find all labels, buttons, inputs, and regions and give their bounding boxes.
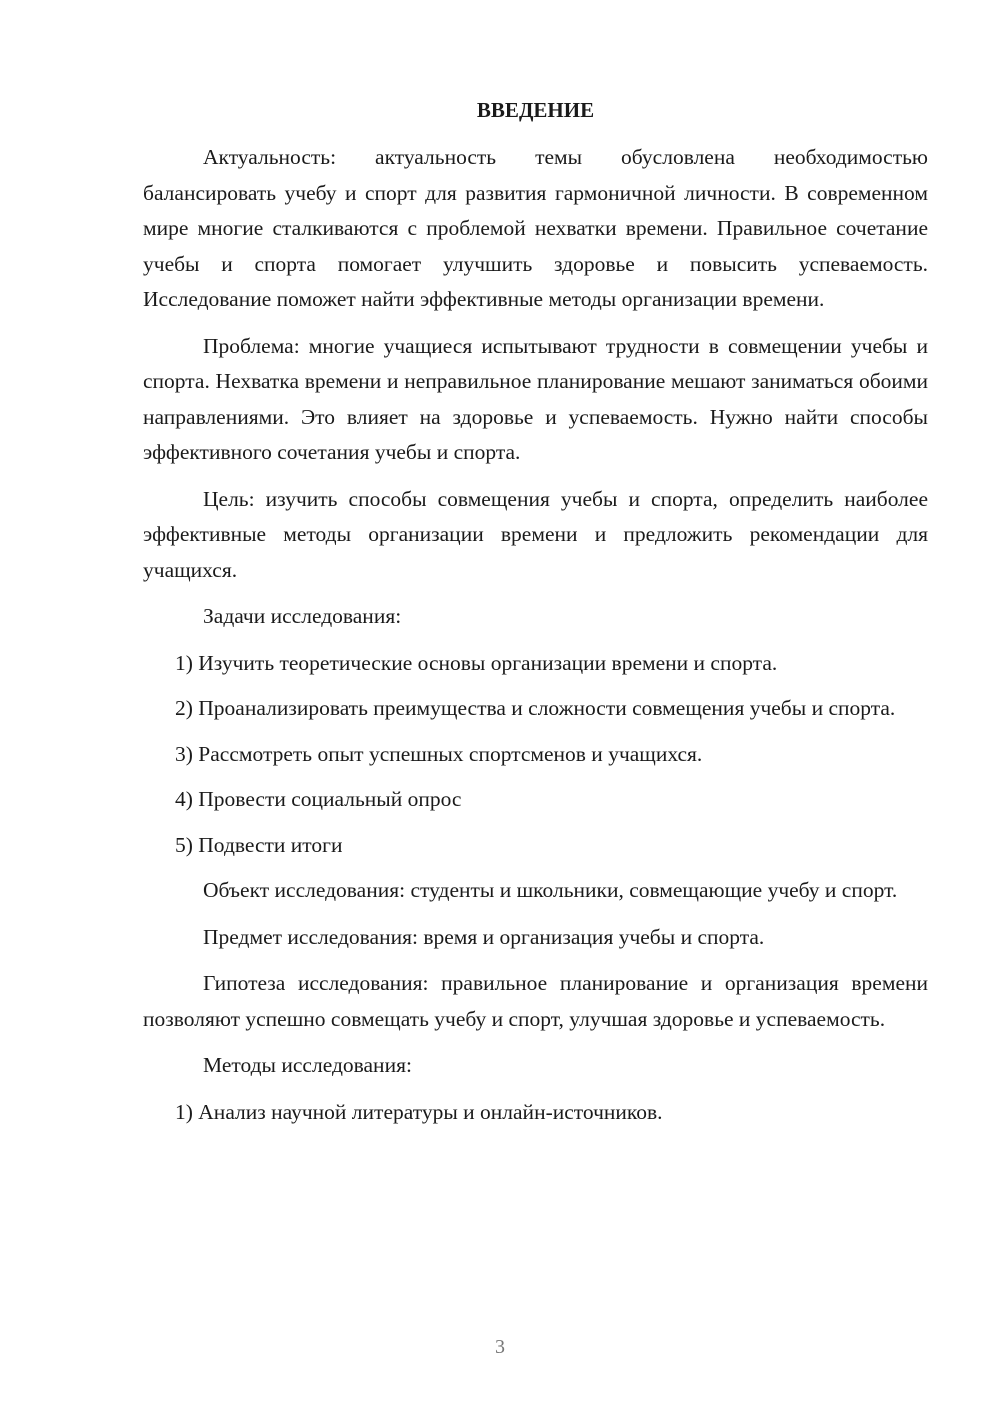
method-item: 1) Анализ научной литературы и онлайн-источников. [175, 1099, 663, 1124]
paragraph-hypothesis: Гипотеза исследования: правильное планирование и организация времени позволяют успешно совмещать учебу и спорт, улучшая здоровье и успеваемость. [143, 971, 928, 1031]
task-item: 3) Рассмотреть опыт успешных спортсменов и учащихся. [175, 741, 703, 766]
task-item: 2) Проанализировать преимущества и сложности совмещения учебы и спорта. [175, 696, 896, 720]
paragraph-relevance: Актуальность: актуальность темы обусловлена необходимостью балансировать учебу и спорт для развития гармоничной личности. В современном мире многие сталкиваются с проблемой нехватки времени. Правильное сочетание учебы и спорта помогает улучшить здоровье и повысить успеваемость. Исследование поможет найти эффективные методы организации времени. [143, 145, 928, 311]
paragraph-subject: Предмет исследования: время и организация учебы и спорта. [203, 924, 765, 949]
task-item: 1) Изучить теоретические основы организации времени и спорта. [175, 650, 778, 675]
page-number: 3 [495, 1336, 505, 1358]
methods-heading: Методы исследования: [203, 1053, 412, 1077]
task-item: 4) Провести социальный опрос [175, 787, 462, 811]
paragraph-problem: Проблема: многие учащиеся испытывают трудности в совмещении учебы и спорта. Нехватка времени и неправильное планирование мешают заниматься обоими направлениями. Это влияет на здоровье и успеваемость. Нужно найти способы эффективного сочетания учебы и спорта. [143, 333, 928, 464]
tasks-heading: Задачи исследования: [203, 604, 402, 628]
page-title: ВВЕДЕНИЕ [476, 98, 595, 122]
paragraph-object: Объект исследования: студенты и школьники, совмещающие учебу и спорт. [203, 878, 898, 902]
paragraph-goal: Цель: изучить способы совмещения учебы и спорта, определить наиболее эффективные методы организации времени и предложить рекомендации для учащихся. [143, 486, 928, 582]
task-item: 5) Подвести итоги [175, 832, 343, 857]
document-page [143, 92, 928, 1140]
